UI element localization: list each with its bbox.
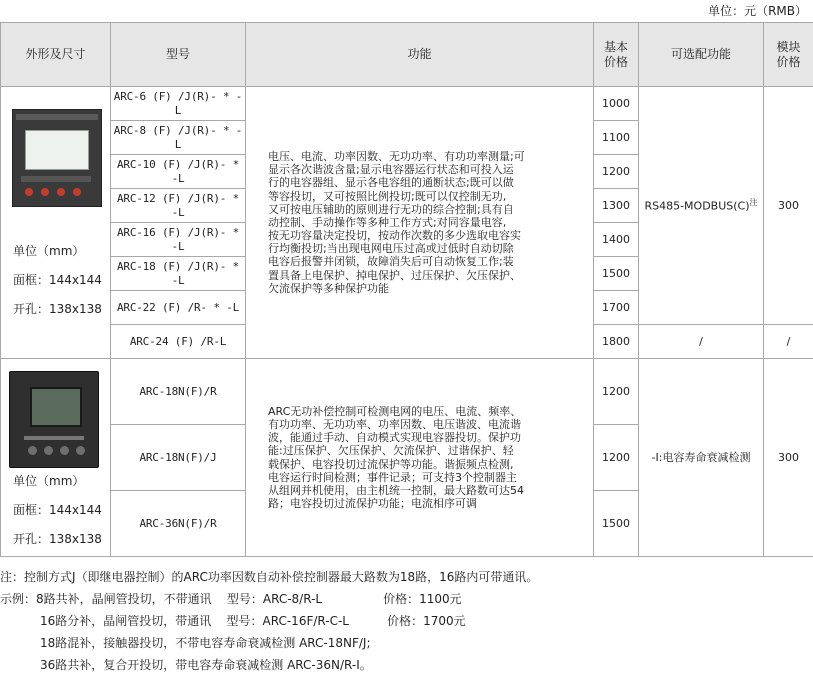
header-model: 型号	[111, 23, 246, 87]
price-cell: 1100	[594, 121, 639, 155]
arc-controller-image	[12, 109, 102, 207]
price-table	[0, 22, 813, 557]
price-cell: 1200	[594, 155, 639, 189]
model-cell: ARC-16 (F) /J(R)- * -L	[111, 223, 246, 257]
model-cell: ARC-18 (F) /J(R)- * -L	[111, 257, 246, 291]
arcn-controller-image	[9, 371, 99, 468]
price-cell: 1200	[594, 359, 639, 425]
optional-cell-arcn: -I:电容寿命衰减检测	[639, 359, 764, 557]
unit-label: 单位：元（RMB）	[708, 2, 807, 19]
header-module-price: 模块 价格	[764, 23, 813, 87]
price-cell: 1300	[594, 189, 639, 223]
model-cell: ARC-22 (F) /R- * -L	[111, 291, 246, 325]
model-cell: ARC-18N(F)/R	[111, 359, 246, 425]
price-cell: 1000	[594, 87, 639, 121]
module-price-cell-arc: 300	[764, 87, 813, 325]
model-cell: ARC-8 (F) /J(R)- * -L	[111, 121, 246, 155]
note-line: 18路混补，接触器投切，不带电容寿命衰减检测 ARC-18NF/J;	[0, 632, 538, 654]
price-cell: 1700	[594, 291, 639, 325]
model-cell: ARC-10 (F) /J(R)- * -L	[111, 155, 246, 189]
optional-cell-arc: RS485-MODBUS(C)$^注$	[639, 87, 764, 325]
optional-cell: /	[639, 325, 764, 359]
dims-arc: 单位（mm） 面框：144x144 开孔：138x138	[13, 237, 102, 324]
model-cell: ARC-12 (F) /J(R)- * -L	[111, 189, 246, 223]
price-cell: 1400	[594, 223, 639, 257]
module-price-cell-arcn: 300	[764, 359, 813, 557]
note-line: 示例：8路共补，晶闸管投切，不带通讯 型号：ARC-8/R-L 价格：1100元	[0, 588, 538, 610]
table-header-row	[1, 23, 813, 87]
notes-section	[0, 566, 538, 676]
note-line: 36路共补，复合开投切，带电容寿命衰减检测 ARC-36N/R-I。	[0, 654, 538, 676]
header-base-price: 基本 价格	[594, 23, 639, 87]
price-cell: 1500	[594, 257, 639, 291]
note-line: 注：控制方式J（即继电器控制）的ARC功率因数自动补偿控制器最大路数为18路，16路内可带通讯。	[0, 566, 538, 588]
header-function: 功能	[246, 23, 594, 87]
shape-cell-arc	[1, 87, 111, 359]
model-cell: ARC-24 (F) /R-L	[111, 325, 246, 359]
model-cell: ARC-18N(F)/J	[111, 425, 246, 491]
function-cell-arcn: ARC无功补偿控制可检测电网的电压、电流、频率、 有功功率、无功功率、功率因数、电压谐波、电流谐 波，能通过手动、自动模式实现电容器投切。保护功 能:过压保护、欠压保护、欠流保护、过谐保护、轻 载保护、电容投切过流保护等功能。谐振频点检测, 电容运行时间检测；事件记录；可支持3个控制器主 从组网并机使用，由主机统一控制，最大路数可达54 路；电容投切过流保护功能；电流相序可调	[246, 359, 594, 557]
model-cell: ARC-6 (F) /J(R)- * -L	[111, 87, 246, 121]
price-cell: 1500	[594, 491, 639, 557]
dims-arcn: 单位（mm） 面框：144x144 开孔：138x138	[13, 467, 102, 554]
header-shape: 外形及尺寸	[1, 23, 111, 87]
model-cell: ARC-36N(F)/R	[111, 491, 246, 557]
header-optional: 可选配功能	[639, 23, 764, 87]
shape-cell-arcn	[1, 359, 111, 557]
note-line: 16路分补，晶闸管投切，带通讯 型号：ARC-16F/R-C-L 价格：1700元	[0, 610, 538, 632]
module-price-cell: /	[764, 325, 813, 359]
table-row	[1, 359, 813, 425]
table-row	[1, 87, 813, 121]
price-cell: 1800	[594, 325, 639, 359]
price-cell: 1200	[594, 425, 639, 491]
function-cell-arc: 电压、电流、功率因数、无功功率、有功功率测量;可 显示各次谐波含量;显示电容器运行状态和可投入运 行的电容器组、显示各电容组的通断状态;既可以做 等容投切，又可按照比例投切;既可以仅控制无功, 又可按电压辅助的原则进行无功的综合控制;具有自 动控制、手动操作等多种工作方式;对同容量电容, 按无功容量决定投切，按动作次数的多少选取电容实 行均衡投切;当出现电网电压过高或过低时自动切除 电容后报警并闭锁，故障消失后可自动恢复工作;装 置具备上电保护、掉电保护、过压保护、欠压保护、 欠流保护等多种保护功能	[246, 87, 594, 359]
